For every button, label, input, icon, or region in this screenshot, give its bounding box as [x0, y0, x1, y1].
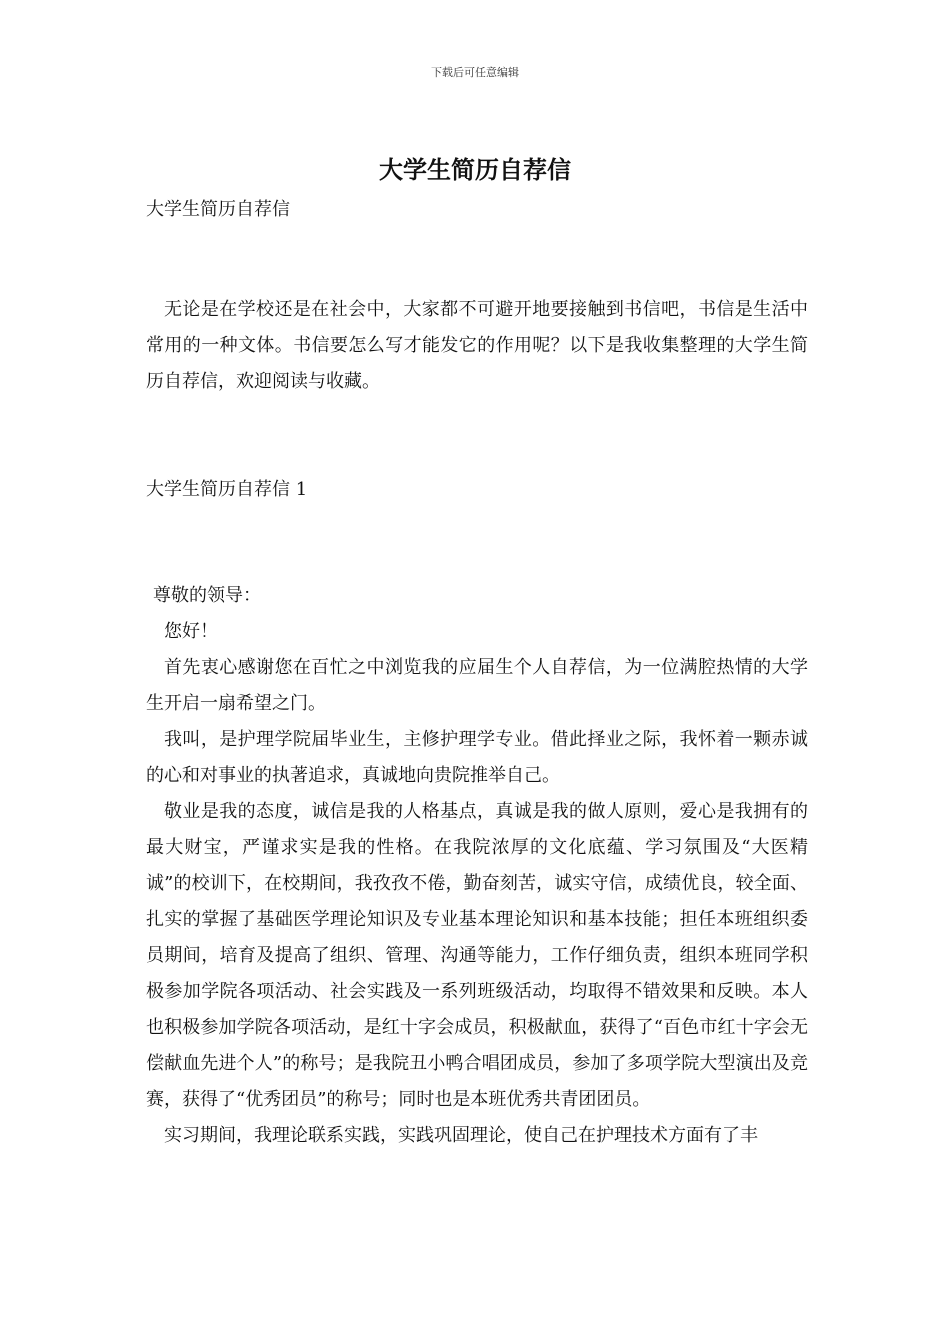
letter-paragraph: 实习期间，我理论联系实践，实践巩固理论，使自己在护理技术方面有了丰: [164, 1125, 758, 1146]
section-heading-block: [146, 472, 808, 508]
letter-body: [146, 578, 808, 1154]
document-title: 大学生简历自荐信: [379, 155, 571, 184]
letter-paragraph: 敬业是我的态度，诚信是我的人格基点，真诚是我的做人原则，爱心是我拥有的最大财宝，严谨求实是我的性格。在我院浓厚的文化底蕴、学习氛围及“大医精诚”的校训下，在校期间，我孜孜不倦，勤奋刻苦，诚实守信，成绩优良，较全面、扎实的掌握了基础医学理论知识及专业基本理论知识和基本技能；担任本班组织委员期间，培育及提高了组织、管理、沟通等能力，工作仔细负责，组织本班同学积极参加学院各项活动、社会实践及一系列班级活动，均取得不错效果和反映。本人也积极参加学院各项活动，是红十字会成员，积极献血，获得了“百色市红十字会无偿献血先进个人”的称号；是我院丑小鸭合唱团成员，参加了多项学院大型演出及竞赛，获得了“优秀团员”的称号；同时也是本班优秀共青团团员。: [146, 801, 808, 1110]
section-heading: 大学生简历自荐信 1: [146, 479, 308, 500]
letter-paragraph: 我叫，是护理学院届毕业生，主修护理学专业。借此择业之际，我怀着一颗赤诚的心和对事业的执著追求，真诚地向贵院推举自己。: [146, 729, 808, 786]
document-subtitle: 大学生简历自荐信: [146, 199, 290, 220]
letter-paragraph: 首先衷心感谢您在百忙之中浏览我的应届生个人自荐信，为一位满腔热情的大学生开启一扇希望之门。: [146, 657, 808, 714]
intro-paragraph: 无论是在学校还是在社会中，大家都不可避开地要接触到书信吧，书信是生活中常用的一种文体。书信要怎么写才能发它的作用呢？以下是我收集整理的大学生简历自荐信，欢迎阅读与收藏。: [146, 299, 808, 392]
header-note: 下载后可任意编辑: [431, 66, 519, 79]
letter-salutation: 尊敬的领导：: [153, 585, 261, 606]
letter-greeting: 您好！: [164, 621, 218, 642]
intro-block: [146, 292, 808, 400]
subtitle-block: [146, 192, 808, 228]
